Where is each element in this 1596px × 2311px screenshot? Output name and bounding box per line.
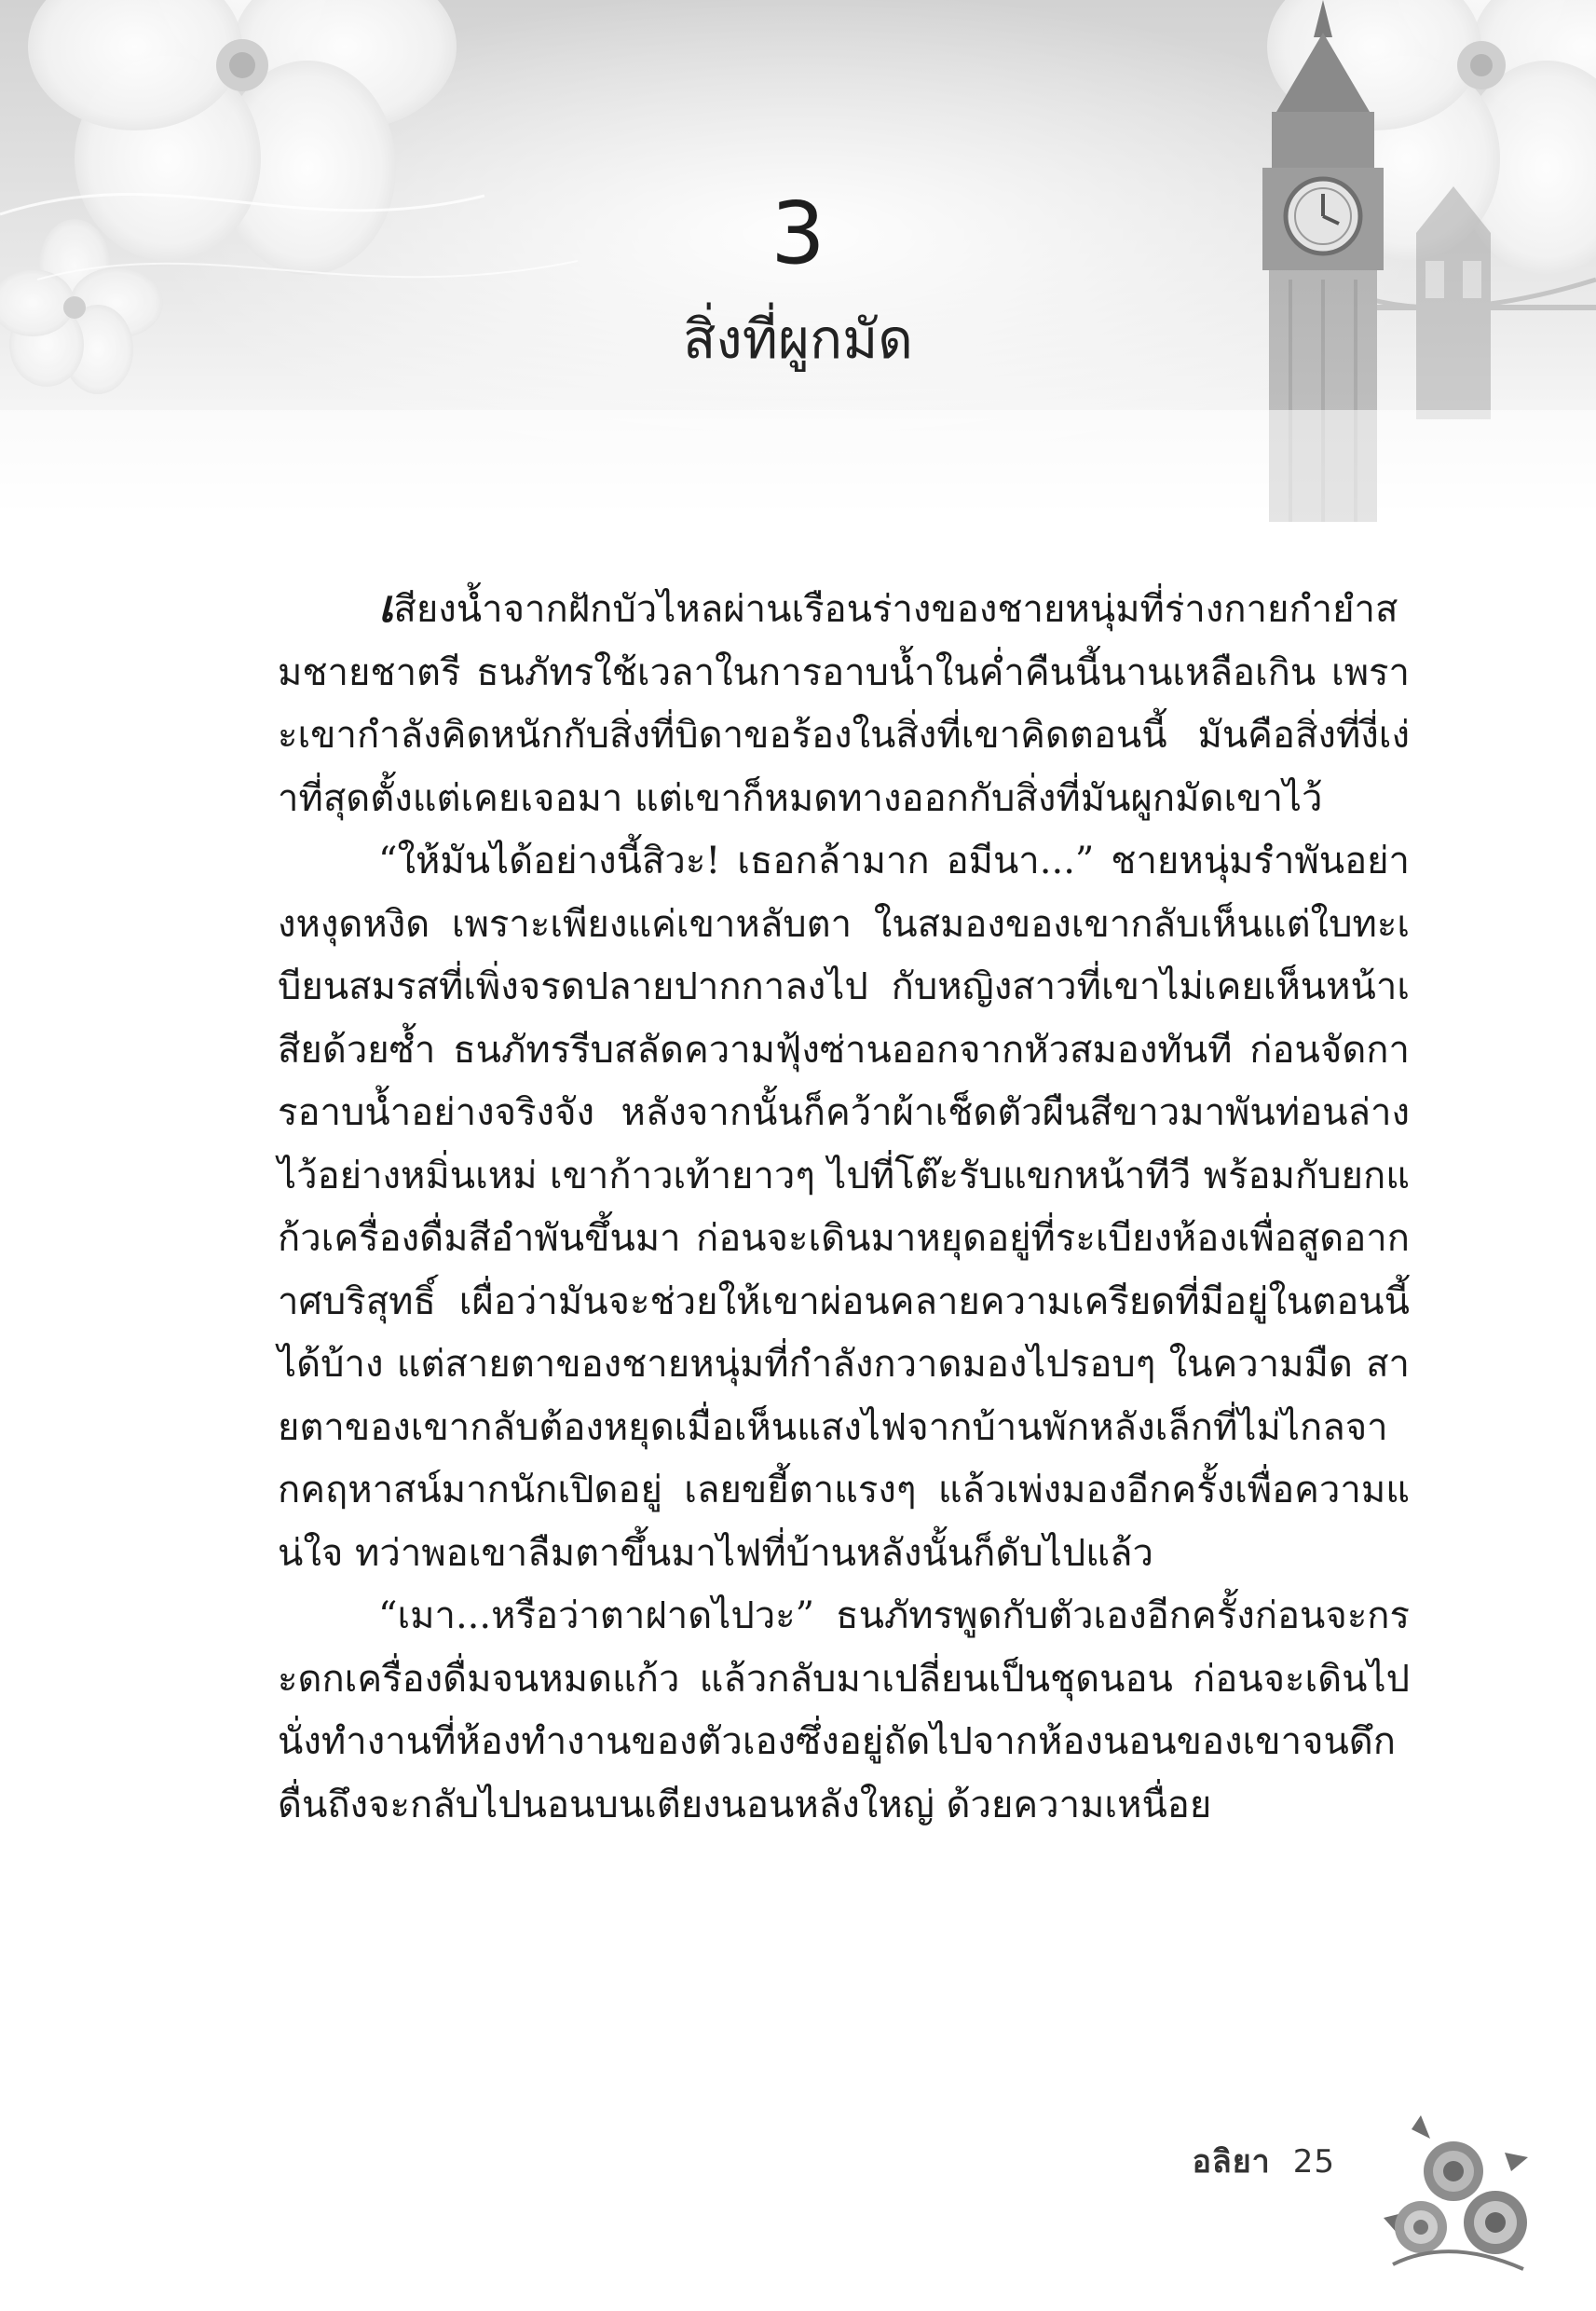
paragraph-text: “ให้มันได้อย่างนี้สิวะ! เธอกล้ามาก อมีนา...” ชายหนุ่มรำพันอย่างหงุดหงิด เพราะเพียงแค่เขาหลับตา ในสมองของเขากลับเห็นแต่ใบทะเบียนสมรสที่เพิ่งจรดปลายปากกาลงไป กับหญิงสาวที่เขาไม่เคยเห็นหน้าเสียด้วยซ้ำ ธนภัทรรีบสลัดความฟุ้งซ่านออกจากหัวสมองทันที ก่อนจัดการอาบน้ำอย่างจริงจัง หลังจากนั้นก็คว้าผ้าเช็ดตัวผืนสีขาวมาพันท่อนล่างไว้อย่างหมิ่นเหม่ เขาก้าวเท้ายาวๆ ไปที่โต๊ะรับแขกหน้าทีวี พร้อมกับยกแก้วเครื่องดื่มสีอำพันขึ้นมา ก่อนจะเดินมาหยุดอยู่ที่ระเบียงห้องเพื่อสูดอากาศบริสุทธิ์ เผื่อว่ามันจะช่วยให้เขาผ่อนคลายความเครียดที่มีอยู่ในตอนนี้ได้บ้าง แต่สายตาของชายหนุ่มที่กำลังกวาดมองไปรอบๆ ในความมืด สายตาของเขากลับต้องหยุดเมื่อเห็นแสงไฟจากบ้านพักหลังเล็กที่ไม่ไกลจากคฤหาสน์มากนักเปิดอยู่ เลยขยี้ตาแรงๆ แล้วเพ่งมองอีกครั้งเพื่อความแน่ใจ ทว่าพอเขาลืมตาขึ้นมาไฟที่บ้านหลังนั้นก็ดับไปแล้ว bbox=[278, 840, 1410, 1575]
body-text bbox=[278, 576, 1410, 1837]
paragraph bbox=[278, 1585, 1410, 1837]
author-name: อลิยา bbox=[1192, 2143, 1271, 2181]
chapter-number: 3 bbox=[771, 184, 825, 283]
drop-cap: เ bbox=[378, 581, 394, 633]
paragraph-text: “เมา...หรือว่าตาฝาดไปวะ” ธนภัทรพูดกับตัวเองอีกครั้งก่อนจะกระดกเครื่องดื่มจนหมดแก้ว แล้วกลับมาเปลี่ยนเป็นชุดนอน ก่อนจะเดินไปนั่งทำงานที่ห้องทำงานของตัวเองซึ่งอยู่ถัดไปจากห้องนอนของเขาจนดึกดื่นถึงจะกลับไปนอนบนเตียงนอนหลังใหญ่ ด้วยความเหนื่อย bbox=[278, 1594, 1410, 1826]
paragraph-text: สียงน้ำจากฝักบัวไหลผ่านเรือนร่างของชายหนุ่มที่ร่างกายกำยำสมชายชาตรี ธนภัทรใช้เวลาในการอาบน้ำในค่ำคืนนี้นานเหลือเกิน เพราะเขากำลังคิดหนักกับสิ่งที่บิดาขอร้องในสิ่งที่เขาคิดตอนนี้ มันคือสิ่งที่งี่เง่าที่สุดตั้งแต่เคยเจอมา แต่เขาก็หมดทางออกกับสิ่งที่มันผูกมัดเขาไว้ bbox=[278, 588, 1410, 820]
paragraph bbox=[278, 576, 1410, 830]
chapter-title: สิ่งที่ผูกมัด bbox=[683, 308, 913, 371]
page-footer bbox=[1192, 2136, 1335, 2186]
page-number: 25 bbox=[1292, 2143, 1335, 2181]
flower-cluster-icon bbox=[1365, 2097, 1551, 2283]
paragraph bbox=[278, 830, 1410, 1585]
